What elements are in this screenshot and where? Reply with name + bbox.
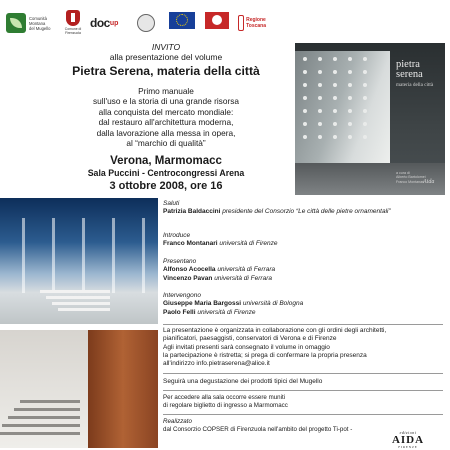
wood-wall bbox=[88, 330, 158, 448]
event-city: Verona, Marmomacc bbox=[110, 155, 222, 167]
cover-dot bbox=[303, 83, 307, 87]
aida-logo: edizioni AIDA FIRENZE bbox=[391, 430, 425, 449]
divider bbox=[163, 373, 443, 374]
cover-dot bbox=[363, 122, 367, 126]
cover-dot bbox=[363, 135, 367, 139]
event-venue: Sala Puccini - Centrocongressi Arena bbox=[87, 168, 245, 178]
repubblica-emblem-icon bbox=[136, 10, 156, 36]
cover-dot bbox=[333, 122, 337, 126]
divider bbox=[163, 390, 443, 391]
cover-dot bbox=[303, 70, 307, 74]
cover-dot bbox=[348, 109, 352, 113]
cover-title-line1: pietra bbox=[396, 59, 420, 70]
cover-dot bbox=[303, 96, 307, 100]
presentano-section: Presentano Alfonso Acocella università di Ferrara Vincenzo Pavan università di Ferrara bbox=[163, 258, 276, 282]
cover-dot bbox=[303, 122, 307, 126]
cover-dot bbox=[363, 96, 367, 100]
cover-dot bbox=[318, 83, 322, 87]
cover-authors: a cura di Alberto Bartolomei Franco Montanari bbox=[396, 171, 426, 184]
intervengono-section: Intervengono Giuseppe Maria Bargossi università di Bologna Paolo Felli università di Firenze bbox=[163, 292, 304, 316]
toscana-flag-icon bbox=[205, 12, 229, 29]
docup-logo: doc up bbox=[90, 16, 119, 30]
cover-dot bbox=[333, 70, 337, 74]
regione-mark-icon bbox=[238, 15, 244, 31]
comunita-montana-logo bbox=[6, 10, 66, 36]
cover-dot bbox=[318, 135, 322, 139]
organization-notes: La presentazione è organizzata in collaborazione con gli ordini degli architetti, pianificatori, paesaggisti, conservatori di Verona e di Firenze Agli invitati presenti sarà consegnato il volume in omaggio la partecipazione è ristretta; si prega di confermare la propria presenza all'indirizzo info.pietraserena@alice.it bbox=[163, 327, 387, 368]
realizzato-section: Realizzato dal Consorzio COPSER di Firenzuola nell'ambito del progetto Ti-pot - bbox=[163, 418, 353, 434]
cover-title-line2: serena bbox=[396, 69, 423, 80]
cover-dot bbox=[348, 135, 352, 139]
cover-dot bbox=[303, 135, 307, 139]
cover-stone-wall bbox=[295, 51, 390, 169]
regione-toscana-logo: Regione Toscana bbox=[238, 10, 266, 36]
cover-dot bbox=[348, 122, 352, 126]
cover-dot bbox=[363, 70, 367, 74]
invito-intro: alla presentazione del volume bbox=[109, 52, 223, 62]
saluti-section: Saluti Patrizia Baldaccini presidente del Consorzio “Le città delle pietre ornamentali” bbox=[163, 200, 391, 216]
book-cover bbox=[295, 43, 445, 195]
cover-publisher: Aida bbox=[423, 179, 435, 185]
cover-dot bbox=[318, 70, 322, 74]
comune-firenzuola-logo: Comune di Firenzuola bbox=[62, 10, 84, 36]
invito-label: INVITO bbox=[151, 42, 181, 52]
access-note: Per accedere alla sala occorre essere muniti di regolare biglietto di ingresso a Marmomacc bbox=[163, 394, 288, 410]
cover-dot bbox=[318, 57, 322, 61]
cover-dot bbox=[333, 135, 337, 139]
cover-dot bbox=[303, 57, 307, 61]
divider bbox=[163, 414, 443, 415]
cover-dot bbox=[348, 70, 352, 74]
cover-dot bbox=[303, 109, 307, 113]
comunita-montana-text: Comunità Montana del Mugello bbox=[29, 15, 51, 31]
cover-dot bbox=[348, 83, 352, 87]
cover-dot bbox=[333, 83, 337, 87]
cover-dot bbox=[318, 109, 322, 113]
divider bbox=[163, 324, 443, 325]
manual-description: Primo manuale sull'uso e la storia di una grande risorsa alla conquista del mercato mondiale: dal restauro all'architettura moderna, dalla lavorazione alla messa in opera, al “marchio di qualità” bbox=[93, 86, 239, 149]
introduce-section: Introduce Franco Montanari università di Firenze bbox=[163, 232, 278, 248]
cover-subtitle: materia della città bbox=[396, 82, 434, 88]
eu-flag-icon bbox=[169, 12, 195, 29]
cover-dot bbox=[318, 96, 322, 100]
book-title: Pietra Serena, materia della città bbox=[72, 64, 260, 78]
cover-dot bbox=[318, 122, 322, 126]
cover-dot bbox=[363, 57, 367, 61]
crest-icon bbox=[66, 10, 80, 26]
event-date: 3 ottobre 2008, ore 16 bbox=[109, 180, 223, 192]
cover-dot bbox=[363, 83, 367, 87]
leaf-icon bbox=[6, 13, 26, 33]
degustazione-note: Seguirà una degustazione dei prodotti tipici del Mugello bbox=[163, 378, 323, 385]
stone-staircase-photo bbox=[0, 330, 158, 448]
glass-staircase-photo bbox=[0, 198, 158, 324]
cover-dot bbox=[333, 57, 337, 61]
cover-dot bbox=[363, 109, 367, 113]
cover-dot bbox=[348, 57, 352, 61]
cover-dot bbox=[348, 96, 352, 100]
cover-dot bbox=[333, 109, 337, 113]
cover-dot bbox=[333, 96, 337, 100]
